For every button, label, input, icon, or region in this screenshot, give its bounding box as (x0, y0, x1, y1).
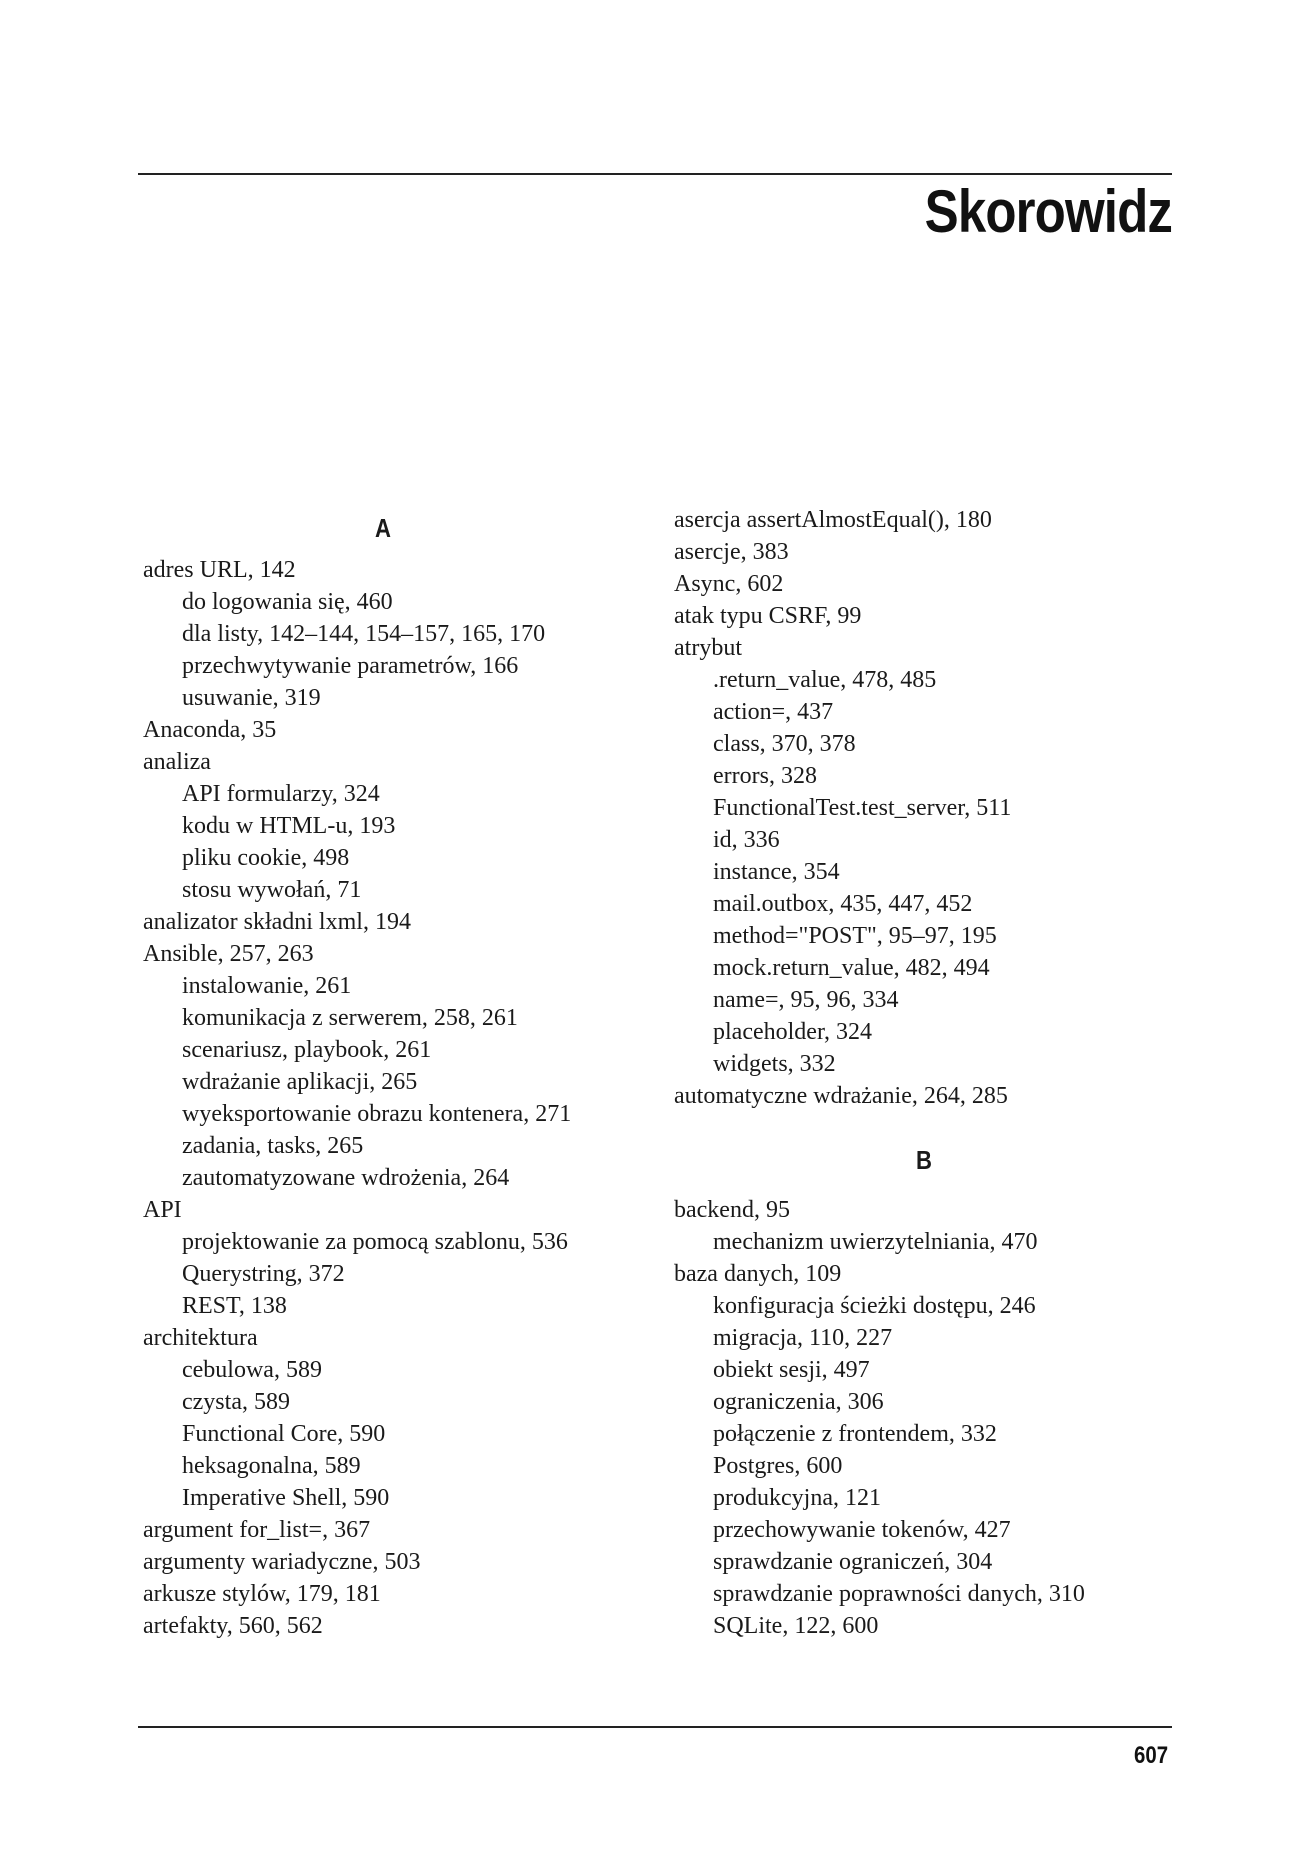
index-subentry: produkcyjna, 121 (713, 1485, 881, 1511)
index-subentry: Postgres, 600 (713, 1453, 843, 1479)
index-entry: artefakty, 560, 562 (143, 1613, 323, 1639)
index-subentry: ograniczenia, 306 (713, 1389, 884, 1415)
index-subentry: API formularzy, 324 (182, 781, 380, 807)
index-entry: architektura (143, 1325, 258, 1351)
index-subentry: instalowanie, 261 (182, 973, 352, 999)
top-rule (138, 173, 1172, 175)
index-subentry: projektowanie za pomocą szablonu, 536 (182, 1229, 568, 1255)
index-entry: adres URL, 142 (143, 557, 296, 583)
index-subentry: migracja, 110, 227 (713, 1325, 893, 1351)
index-subentry: errors, 328 (713, 763, 817, 789)
index-entry: argument for_list=, 367 (143, 1517, 371, 1543)
index-subentry: FunctionalTest.test_server, 511 (713, 795, 1012, 821)
section-letter-b: B (916, 1145, 932, 1175)
index-subentry: wyeksportowanie obrazu kontenera, 271 (182, 1101, 572, 1127)
index-subentry: mechanizm uwierzytelniania, 470 (713, 1229, 1038, 1255)
index-entry: Anaconda, 35 (143, 717, 277, 743)
index-subentry: wdrażanie aplikacji, 265 (182, 1069, 418, 1095)
index-entries-right-a (674, 504, 1174, 1112)
index-entry: API (143, 1197, 182, 1223)
index-subentry: przechowywanie tokenów, 427 (713, 1517, 1011, 1543)
index-subentry: mock.return_value, 482, 494 (713, 955, 990, 981)
index-entry: Ansible, 257, 263 (143, 941, 314, 967)
index-entry: analiza (143, 749, 211, 775)
index-subentry: REST, 138 (182, 1293, 287, 1319)
index-subentry: id, 336 (713, 827, 780, 853)
index-subentry: method="POST", 95–97, 195 (713, 923, 997, 949)
index-entry: backend, 95 (674, 1197, 790, 1223)
index-subentry: instance, 354 (713, 859, 840, 885)
index-subentry: Querystring, 372 (182, 1261, 345, 1287)
index-subentry: Imperative Shell, 590 (182, 1485, 390, 1511)
index-subentry: obiekt sesji, 497 (713, 1357, 870, 1383)
index-subentry: SQLite, 122, 600 (713, 1613, 879, 1639)
index-subentry: class, 370, 378 (713, 731, 856, 757)
index-subentry: pliku cookie, 498 (182, 845, 350, 871)
index-entry: asercja assertAlmostEqual(), 180 (674, 507, 992, 533)
index-subentry: cebulowa, 589 (182, 1357, 322, 1383)
section-letter-a: A (375, 513, 391, 543)
index-subentry: połączenie z frontendem, 332 (713, 1421, 997, 1447)
index-subentry: Functional Core, 590 (182, 1421, 386, 1447)
index-subentry: widgets, 332 (713, 1051, 836, 1077)
index-column-right (674, 504, 1174, 1642)
index-entry: automatyczne wdrażanie, 264, 285 (674, 1083, 1008, 1109)
index-entry: asercje, 383 (674, 539, 789, 565)
index-entry: arkusze stylów, 179, 181 (143, 1581, 381, 1607)
index-subentry: action=, 437 (713, 699, 834, 725)
index-entry: baza danych, 109 (674, 1261, 842, 1287)
index-subentry: scenariusz, playbook, 261 (182, 1037, 432, 1063)
index-subentry: placeholder, 324 (713, 1019, 872, 1045)
index-entries-left (143, 554, 623, 1642)
index-subentry: heksagonalna, 589 (182, 1453, 361, 1479)
index-subentry: kodu w HTML-u, 193 (182, 813, 396, 839)
index-subentry: usuwanie, 319 (182, 685, 321, 711)
index-entry: argumenty wariadyczne, 503 (143, 1549, 421, 1575)
index-subentry: sprawdzanie poprawności danych, 310 (713, 1581, 1085, 1607)
index-subentry: stosu wywołań, 71 (182, 877, 362, 903)
page-number: 607 (1133, 1742, 1168, 1769)
index-column-left (143, 506, 623, 1642)
page-title: Skorowidz (924, 178, 1172, 245)
index-subentry: komunikacja z serwerem, 258, 261 (182, 1005, 518, 1031)
index-subentry: sprawdzanie ograniczeń, 304 (713, 1549, 993, 1575)
index-entries-right-b (674, 1194, 1174, 1642)
index-subentry: name=, 95, 96, 334 (713, 987, 899, 1013)
index-subentry: dla listy, 142–144, 154–157, 165, 170 (182, 621, 546, 647)
index-subentry: czysta, 589 (182, 1389, 290, 1415)
index-subentry: zautomatyzowane wdrożenia, 264 (182, 1165, 510, 1191)
index-subentry: .return_value, 478, 485 (713, 667, 937, 693)
index-entry: Async, 602 (674, 571, 784, 597)
index-subentry: przechwytywanie parametrów, 166 (182, 653, 519, 679)
index-entry: atrybut (674, 635, 742, 661)
index-subentry: mail.outbox, 435, 447, 452 (713, 891, 973, 917)
index-entry: analizator składni lxml, 194 (143, 909, 411, 935)
index-entry: atak typu CSRF, 99 (674, 603, 862, 629)
index-subentry: zadania, tasks, 265 (182, 1133, 364, 1159)
bottom-rule (138, 1726, 1172, 1728)
index-subentry: do logowania się, 460 (182, 589, 393, 615)
index-subentry: konfiguracja ścieżki dostępu, 246 (713, 1293, 1036, 1319)
